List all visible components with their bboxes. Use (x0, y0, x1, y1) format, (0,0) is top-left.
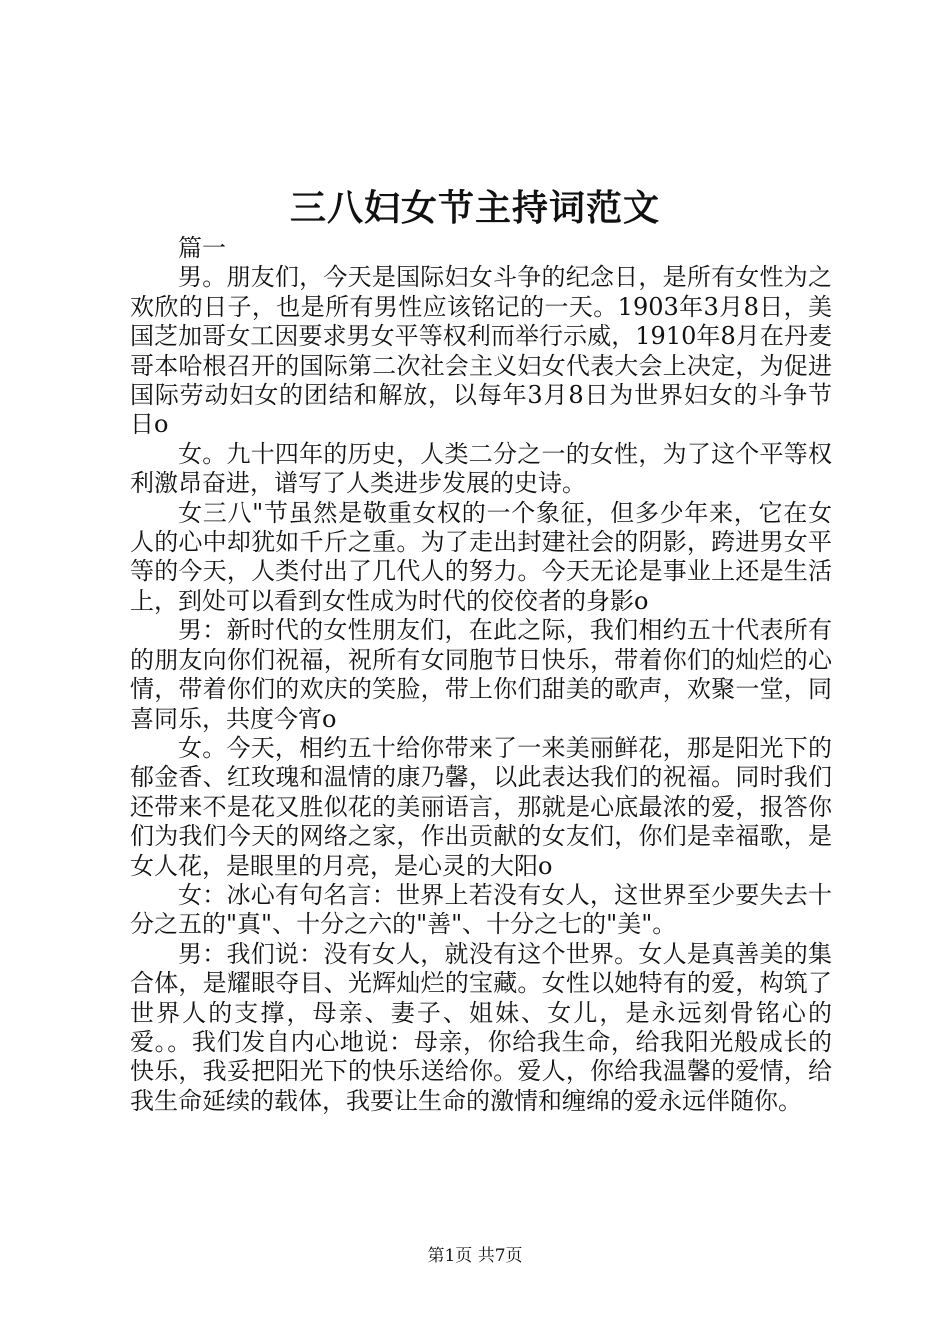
paragraph: 女三八"节虽然是敬重女权的一个象征，但多少年来，它在女人的心中却犹如千斤之重。为了走出封建社会的阴影，跨进男女平等的今天，人类付出了几代人的努力。今天无论是事业上还是生活上，到处可以看到女性成为时代的佼佼者的身影o (130, 498, 832, 615)
paragraph: 男：新时代的女性朋友们，在此之际，我们相约五十代表所有的朋友向你们祝福，祝所有女同胞节日快乐，带着你们的灿烂的心情，带着你们的欢庆的笑脸，带上你们甜美的歌声，欢聚一堂，同喜同乐，共度今宵o (130, 616, 832, 733)
paragraph: 男。朋友们，今天是国际妇女斗争的纪念日，是所有女性为之欢欣的日子，也是所有男性应该铭记的一天。1903年3月8日，美国芝加哥女工因要求男女平等权利而举行示威，1910年8月在丹麦哥本哈根召开的国际第二次社会主义妇女代表大会上决定，为促进国际劳动妇女的团结和解放，以每年3月8日为世界妇女的斗争节日o (130, 263, 832, 439)
paragraph: 女。九十四年的历史，人类二分之一的女性，为了这个平等权利激昂奋进，谱写了人类进步发展的史诗。 (130, 439, 832, 498)
paragraph: 男：我们说：没有女人，就没有这个世界。女人是真善美的集合体，是耀眼夺目、光辉灿烂的宝藏。女性以她特有的爱，构筑了世界人的支撑，母亲、妻子、姐妹、女儿，是永远刻骨铭心的爱。。我们发自内心地说：母亲，你给我生命，给我阳光般成长的快乐，我妥把阳光下的快乐送给你。爱人，你给我温馨的爱情，给我生命延续的载体，我要让生命的激情和缠绵的爱永远伴随你。 (130, 939, 832, 1115)
paragraph: 女：冰心有句名言：世界上若没有女人，这世界至少要失去十分之五的"真"、十分之六的"善"、十分之七的"美"。 (130, 880, 832, 939)
document-title: 三八妇女节主持词范文 (289, 187, 660, 229)
paragraph: 女。今天，相约五十给你带来了一来美丽鲜花，那是阳光下的郁金香、红玫瑰和温情的康乃馨，以此表达我们的祝福。同时我们还带来不是花又胜似花的美丽语言，那就是心底最浓的爱，报答你们为我们今天的网络之家，作出贡献的女友们，你们是幸福歌，是女人花，是眼里的月亮，是心灵的大阳o (130, 733, 832, 880)
document-body (130, 234, 832, 1116)
section-heading: 篇一 (178, 234, 226, 262)
page-footer: 第1页 共7页 (427, 1246, 523, 1266)
